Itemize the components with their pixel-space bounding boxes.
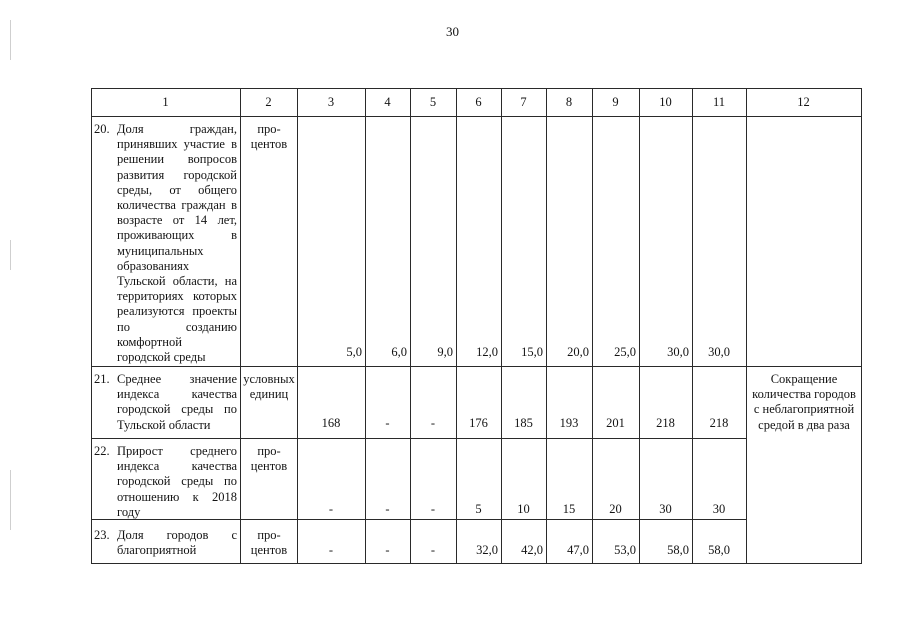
value-col-8: 20,0: [567, 345, 589, 359]
value-col-9: 25,0: [614, 345, 636, 359]
value-col-5: -: [430, 543, 436, 557]
value-col-10: 58,0: [667, 543, 689, 557]
unit: про- центов: [250, 122, 288, 152]
header-col-8: 8: [565, 95, 573, 109]
value-col-4: -: [385, 543, 390, 557]
header-col-5: 5: [429, 95, 437, 109]
header-col-6: 6: [475, 95, 482, 109]
value-col-10: 218: [656, 416, 675, 430]
value-col-5: 9,0: [437, 345, 453, 359]
value-col-9: 53,0: [614, 543, 636, 557]
header-col-1: 1: [162, 95, 169, 109]
indicator-name: Прирост среднего индекса качества городской среды по отношению к 2018 году: [117, 444, 237, 519]
value-col-4: -: [385, 416, 390, 430]
row-index: 21.: [94, 372, 110, 386]
value-col-3: -: [328, 502, 334, 516]
value-col-3: -: [328, 543, 334, 557]
header-col-11: 11: [712, 95, 726, 109]
value-col-6: 5: [475, 502, 482, 516]
value-col-3: 5,0: [346, 345, 362, 359]
value-col-10: 30,0: [667, 345, 689, 359]
value-col-6: 12,0: [476, 345, 498, 359]
page-number: 30: [446, 24, 459, 39]
value-col-4: 6,0: [391, 345, 407, 359]
indicator-name: Среднее значение индекса качества городской среды по Тульской области: [117, 372, 237, 432]
value-col-5: -: [430, 502, 436, 516]
value-col-9: 201: [606, 416, 625, 430]
row-index: 22.: [94, 444, 110, 458]
header-col-3: 3: [327, 95, 335, 109]
indicator-name: Доля городов с благоприятной: [117, 528, 237, 558]
header-col-4: 4: [384, 95, 391, 109]
value-col-7: 42,0: [521, 543, 543, 557]
unit: условных единиц: [243, 372, 295, 402]
value-col-8: 193: [559, 416, 579, 430]
header-col-2: 2: [265, 95, 272, 109]
value-col-6: 32,0: [476, 543, 498, 557]
value-col-11: 218: [709, 416, 729, 430]
value-col-9: 20: [609, 502, 622, 516]
row-index: 23.: [94, 528, 110, 542]
value-col-4: -: [385, 502, 390, 516]
value-col-8: 47,0: [567, 543, 589, 557]
value-col-6: 176: [469, 416, 488, 430]
header-col-12: 12: [797, 95, 810, 109]
indicator-name: Доля граждан, принявших участие в решении вопросов развития городской среды, от общего количества граждан в возрасте от 14 лет, проживающих в муниципальных образованиях Тульской области, на территориях которых реализуются проекты по созданию комфортной городской среды: [117, 122, 237, 365]
value-col-10: 30: [659, 502, 672, 516]
value-col-11: 58,0: [708, 543, 730, 557]
value-col-8: 15: [562, 502, 576, 516]
row-index: 20.: [94, 122, 110, 136]
value-col-7: 15,0: [521, 345, 543, 359]
header-col-10: 10: [659, 95, 672, 109]
value-col-11: 30: [712, 502, 726, 516]
header-col-9: 9: [612, 95, 619, 109]
value-col-7: 185: [514, 416, 533, 430]
unit: про- центов: [250, 528, 288, 558]
value-col-7: 10: [517, 502, 530, 516]
value-col-3: 168: [321, 416, 341, 430]
expected-result: Сокращение количества городов с неблагоприятной средой в два раза: [752, 372, 856, 432]
value-col-5: -: [430, 416, 436, 430]
value-col-11: 30,0: [708, 345, 730, 359]
header-col-7: 7: [520, 95, 527, 109]
unit: про- центов: [250, 444, 288, 474]
